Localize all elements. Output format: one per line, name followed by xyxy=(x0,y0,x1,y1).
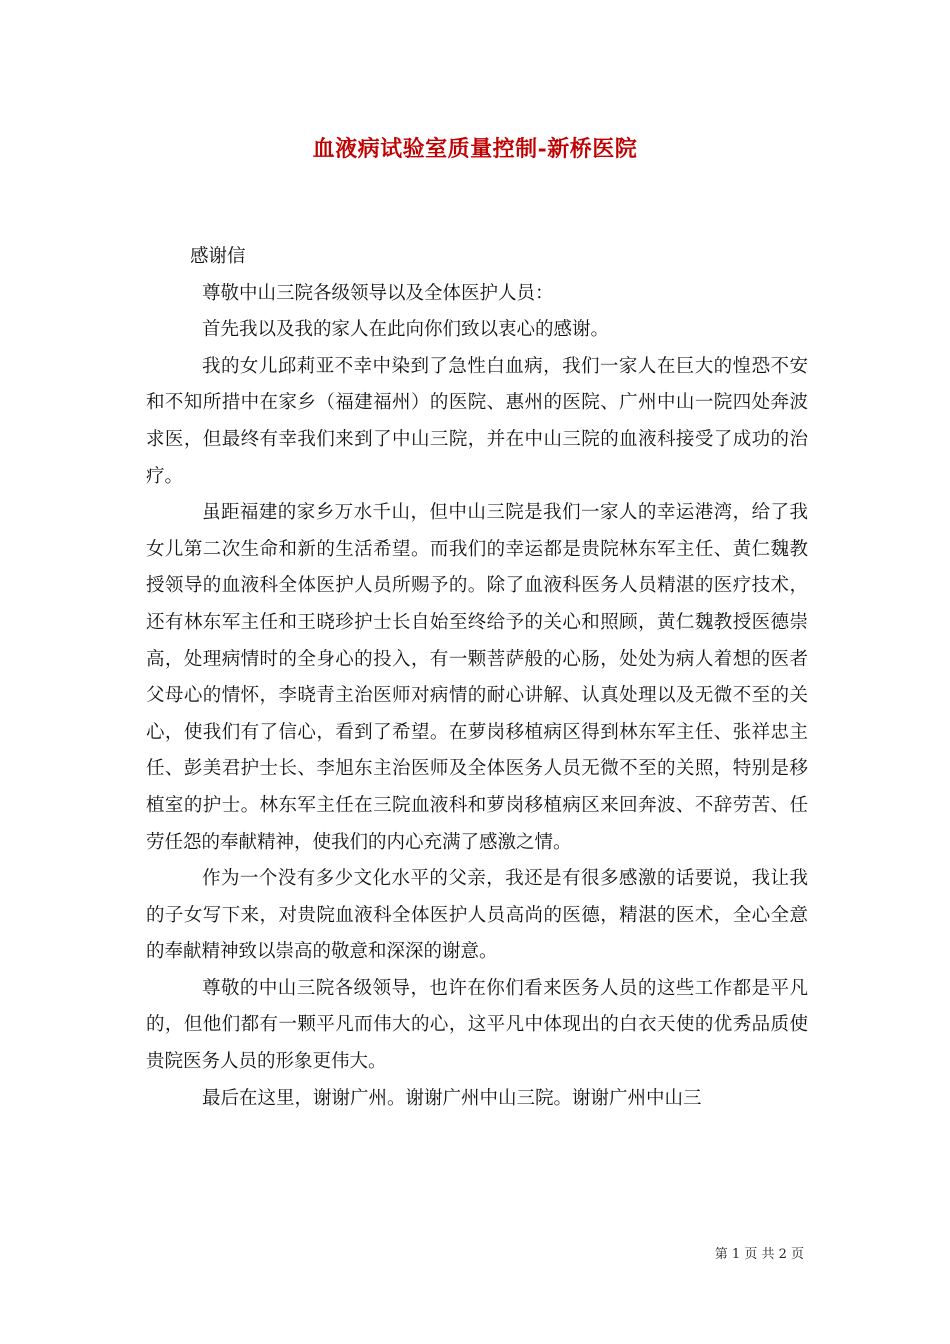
salutation: 尊敬中山三院各级领导以及全体医护人员： xyxy=(202,282,554,304)
document-title: 血液病试验室质量控制-新桥医院 xyxy=(312,136,638,162)
paragraph-thanks: 首先我以及我的家人在此向你们致以衷心的感谢。 xyxy=(202,319,610,341)
paragraph-closing: 最后在这里，谢谢广州。谢谢广州中山三院。谢谢广州中山三 xyxy=(202,1087,702,1109)
paragraph-leaders: 尊敬的中山三院各级领导，也许在你们看来医务人员的这些工作都是平凡的，但他们都有一颗平凡而伟大的心，这平凡中体现出的白衣天使的优秀品质使贵院医务人员的形象更伟大。 xyxy=(146,977,808,1073)
paragraph-gratitude: 虽距福建的家乡万水千山，但中山三院是我们一家人的幸运港湾，给了我女儿第二次生命和新的生活希望。而我们的幸运都是贵院林东军主任、黄仁魏教授领导的血液科全体医护人员所赐予的。除了血液科医务人员精湛的医疗技术，还有林东军主任和王晓珍护士长自始至终给予的关心和照顾，黄仁魏教授医德崇高，处理病情时的全身心的投入，有一颗菩萨般的心肠，处处为病人着想的医者父母心的情怀，李晓青主治医师对病情的耐心讲解、认真处理以及无微不至的关心，使我们有了信心，看到了希望。在萝岗移植病区得到林东军主任、张祥忠主任、彭美君护士长、李旭东主治医师及全体医务人员无微不至的关照，特别是移植室的护士。林东军主任在三院血液科和萝岗移植病区来回奔波、不辞劳苦、任劳任怨的奉献精神，使我们的内心充满了感激之情。 xyxy=(146,502,808,853)
paragraph-illness: 我的女儿邱莉亚不幸中染到了急性白血病，我们一家人在巨大的惶恐不安和不知所措中在家乡（福建福州）的医院、惠州的医院、广州中山一院四处奔波求医，但最终有幸我们来到了中山三院，并在中山三院的血液科接受了成功的治疗。 xyxy=(146,355,808,487)
letter-heading: 感谢信 xyxy=(190,246,246,267)
letter-body xyxy=(146,239,808,1117)
page-number: 第 1 页 共 2 页 xyxy=(714,1247,804,1262)
paragraph-father: 作为一个没有多少文化水平的父亲，我还是有很多感激的话要说，我让我的子女写下来，对贵院血液科全体医护人员高尚的医德，精湛的医术，全心全意的奉献精神致以崇高的敬意和深深的谢意。 xyxy=(146,868,808,963)
